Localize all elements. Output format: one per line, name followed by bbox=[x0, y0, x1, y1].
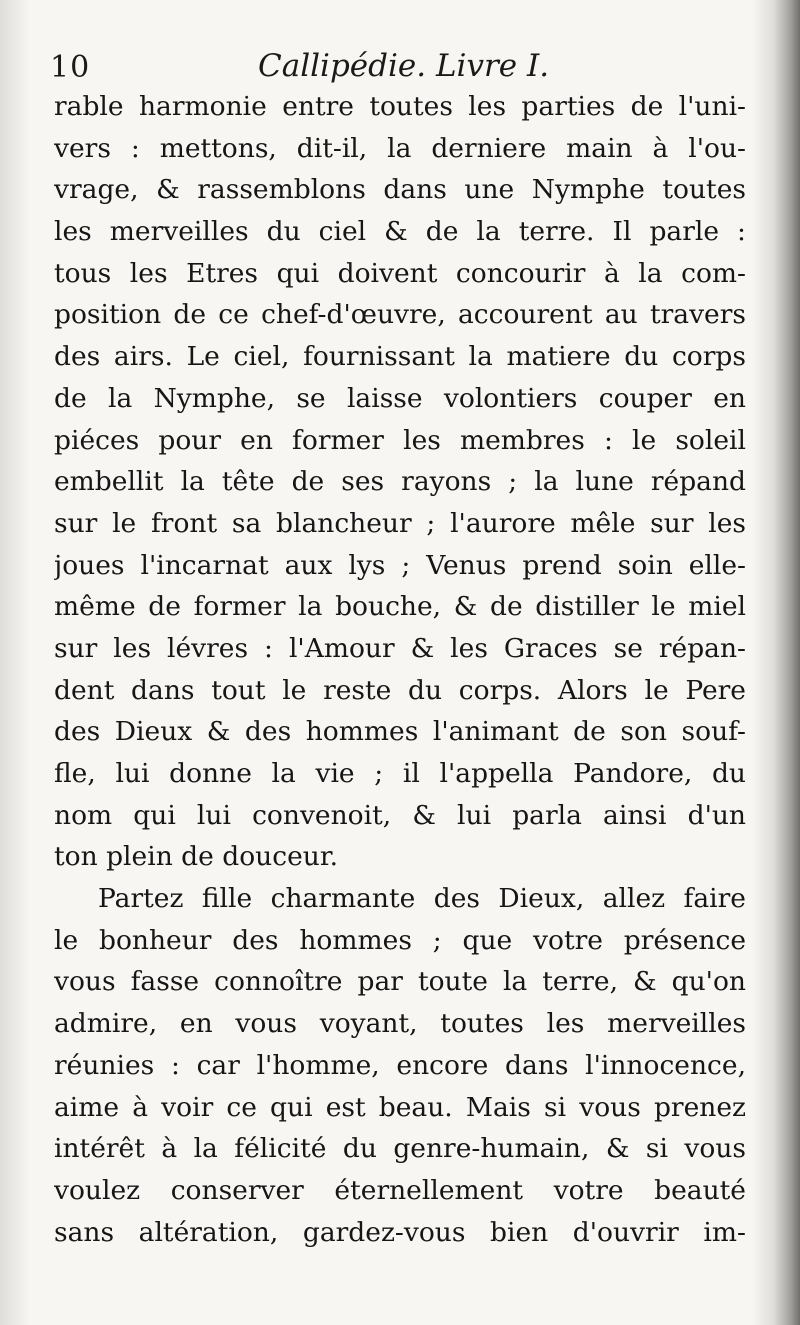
text-line: position de ce chef-d'œuvre, accourent au travers bbox=[54, 299, 746, 331]
text-line: le bonheur des hommes ; que votre présence bbox=[54, 924, 746, 956]
text-line: admire, en vous voyant, toutes les merveilles bbox=[54, 1008, 746, 1040]
text-line: ton plein de douceur. bbox=[54, 841, 339, 873]
text-line: dent dans tout le reste du corps. Alors le Pere bbox=[54, 674, 746, 706]
text-line: Partez fille charmante des Dieux, allez faire bbox=[98, 883, 746, 915]
page-gutter-shadow bbox=[752, 0, 800, 1325]
text-line: aime à voir ce qui est beau. Mais si vous prenez bbox=[54, 1091, 746, 1123]
text-line: voulez conserver éternellement votre beauté bbox=[54, 1174, 746, 1206]
text-line: même de former la bouche, & de distiller le miel bbox=[54, 591, 746, 623]
text-line: embellit la tête de ses rayons ; la lune répand bbox=[54, 466, 746, 498]
text-line: vous fasse connoître par toute la terre, & qu'on bbox=[54, 966, 746, 998]
text-line: réunies : car l'homme, encore dans l'innocence, bbox=[54, 1049, 746, 1081]
paragraph-2 bbox=[54, 878, 746, 1253]
text-line: les merveilles du ciel & de la terre. Il parle : bbox=[54, 216, 746, 248]
body-text bbox=[54, 86, 746, 1253]
text-line: intérêt à la félicité du genre-humain, & si vous bbox=[54, 1133, 746, 1165]
text-line: de la Nymphe, se laisse volontiers couper en bbox=[54, 382, 746, 414]
page-edge-shadow-left bbox=[0, 0, 30, 1325]
text-line: piéces pour en former les membres : le soleil bbox=[54, 424, 746, 456]
text-line: nom qui lui convenoit, & lui parla ainsi d'un bbox=[54, 799, 746, 831]
text-line: sur le front sa blancheur ; l'aurore mêle sur les bbox=[54, 507, 746, 539]
text-line: sur les lévres : l'Amour & les Graces se répan- bbox=[54, 632, 746, 664]
text-line: joues l'incarnat aux lys ; Venus prend soin elle- bbox=[54, 549, 746, 581]
running-head: Callipédie. Livre I. bbox=[258, 48, 550, 84]
text-line: vers : mettons, dit-il, la derniere main à l'ou- bbox=[54, 132, 746, 164]
text-line: rable harmonie entre toutes les parties de l'uni- bbox=[54, 91, 746, 122]
text-line: des Dieux & des hommes l'animant de son souf- bbox=[54, 716, 746, 748]
text-line: vrage, & rassemblons dans une Nymphe toutes bbox=[54, 174, 746, 206]
text-line: des airs. Le ciel, fournissant la matiere du corps bbox=[54, 341, 746, 373]
text-line: tous les Etres qui doivent concourir à la com- bbox=[54, 257, 746, 289]
paragraph-1 bbox=[54, 86, 746, 878]
text-line: fle, lui donne la vie ; il l'appella Pandore, du bbox=[54, 758, 746, 789]
text-line: sans altération, gardez-vous bien d'ouvrir im- bbox=[54, 1216, 746, 1248]
page-number: 10 bbox=[50, 50, 91, 85]
